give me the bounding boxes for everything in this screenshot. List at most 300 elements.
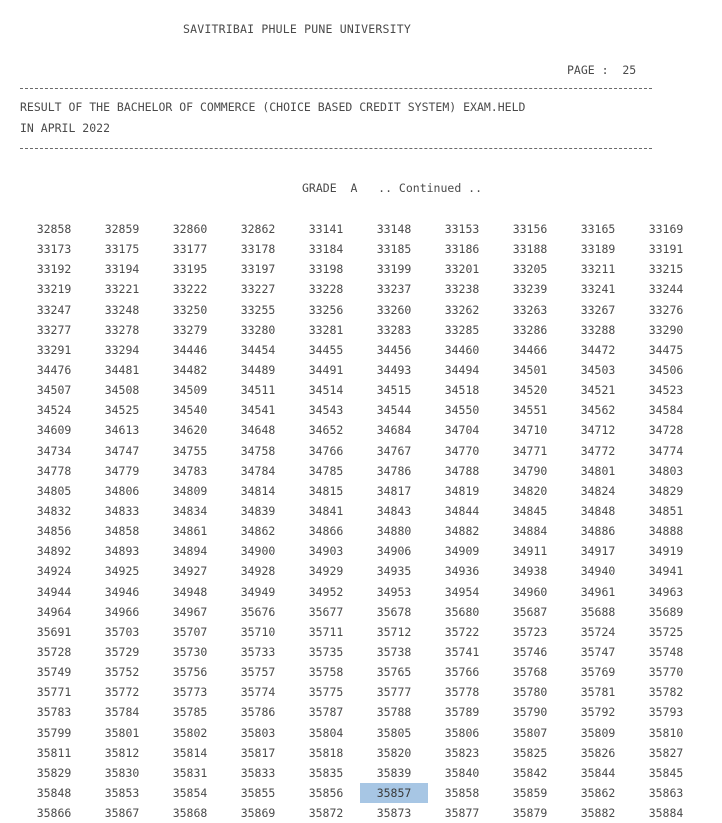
seat-number-cell[interactable]: 35801 (104, 725, 140, 740)
seat-number-cell[interactable]: 33219 (36, 282, 72, 297)
seat-number-cell[interactable]: 35703 (104, 624, 140, 639)
seat-number-cell[interactable]: 33239 (512, 282, 548, 297)
seat-number-cell[interactable]: 35817 (240, 745, 276, 760)
seat-number-cell[interactable]: 34684 (376, 423, 412, 438)
seat-number-cell[interactable]: 35855 (240, 785, 276, 800)
seat-number-cell[interactable]: 35735 (308, 644, 344, 659)
seat-number-cell[interactable]: 33177 (172, 242, 208, 257)
seat-number-cell[interactable]: 33189 (580, 242, 616, 257)
seat-number-cell[interactable]: 34820 (512, 483, 548, 498)
seat-number-cell[interactable]: 35839 (376, 765, 412, 780)
seat-number-cell[interactable]: 35802 (172, 725, 208, 740)
seat-number-cell[interactable]: 34844 (444, 503, 480, 518)
seat-number-cell[interactable]: 33148 (376, 222, 412, 236)
seat-number-cell[interactable]: 33280 (240, 322, 276, 337)
seat-number-cell[interactable]: 33279 (172, 322, 208, 337)
seat-number-cell[interactable]: 33178 (240, 242, 276, 257)
seat-number-cell[interactable]: 34772 (580, 443, 616, 458)
seat-number-cell[interactable]: 33262 (444, 302, 480, 317)
seat-number-cell[interactable]: 33278 (104, 322, 140, 337)
seat-number-cell[interactable]: 35845 (648, 765, 684, 780)
seat-number-cell[interactable]: 34523 (648, 383, 684, 398)
seat-number-cell[interactable]: 33156 (512, 222, 548, 236)
seat-number-cell[interactable]: 34903 (308, 544, 344, 559)
seat-number-cell[interactable]: 34906 (376, 544, 412, 559)
seat-number-cell[interactable]: 35770 (648, 665, 684, 680)
seat-number-cell[interactable]: 34710 (512, 423, 548, 438)
seat-number-cell[interactable]: 33205 (512, 262, 548, 277)
seat-number-cell[interactable]: 35810 (648, 725, 684, 740)
seat-number-cell[interactable]: 34843 (376, 503, 412, 518)
seat-number-cell[interactable]: 34515 (376, 383, 412, 398)
seat-number-cell[interactable]: 34758 (240, 443, 276, 458)
seat-number-cell[interactable]: 35811 (36, 745, 72, 760)
seat-number-cell[interactable]: 33276 (648, 302, 684, 317)
seat-number-cell[interactable]: 34584 (648, 403, 684, 418)
seat-number-cell[interactable]: 35748 (648, 644, 684, 659)
seat-number-cell[interactable]: 33198 (308, 262, 344, 277)
seat-number-cell[interactable]: 33221 (104, 282, 140, 297)
seat-number-cell[interactable]: 34964 (36, 604, 72, 619)
seat-number-cell[interactable]: 33195 (172, 262, 208, 277)
seat-number-cell[interactable]: 34503 (580, 362, 616, 377)
seat-number-cell[interactable]: 35749 (36, 665, 72, 680)
seat-number-cell[interactable]: 35789 (444, 705, 480, 720)
seat-number-cell[interactable]: 34747 (104, 443, 140, 458)
seat-number-cell[interactable]: 33169 (648, 222, 684, 236)
seat-number-cell[interactable]: 33260 (376, 302, 412, 317)
seat-number-cell[interactable]: 35781 (580, 685, 616, 700)
seat-number-cell[interactable]: 34543 (308, 403, 344, 418)
seat-number-cell[interactable]: 33248 (104, 302, 140, 317)
seat-number-cell[interactable]: 34460 (444, 342, 480, 357)
seat-number-cell[interactable]: 35766 (444, 665, 480, 680)
seat-number-cell[interactable]: 35712 (376, 624, 412, 639)
seat-number-cell[interactable]: 35854 (172, 785, 208, 800)
seat-number-cell[interactable]: 34704 (444, 423, 480, 438)
seat-number-cell[interactable]: 33250 (172, 302, 208, 317)
seat-number-cell[interactable]: 34755 (172, 443, 208, 458)
seat-number-cell[interactable]: 35771 (36, 685, 72, 700)
seat-number-cell[interactable]: 32860 (172, 222, 208, 236)
seat-number-cell[interactable]: 34562 (580, 403, 616, 418)
seat-number-cell[interactable]: 34489 (240, 362, 276, 377)
seat-number-cell[interactable]: 34728 (648, 423, 684, 438)
seat-number-cell[interactable]: 34938 (512, 564, 548, 579)
seat-number-cell[interactable]: 35707 (172, 624, 208, 639)
seat-number-cell[interactable]: 34886 (580, 524, 616, 539)
seat-number-cell[interactable]: 35784 (104, 705, 140, 720)
seat-number-cell[interactable]: 34785 (308, 463, 344, 478)
seat-number-cell[interactable]: 34454 (240, 342, 276, 357)
seat-number-cell[interactable]: 33141 (308, 222, 344, 236)
seat-number-cell[interactable]: 35741 (444, 644, 480, 659)
seat-number-cell[interactable]: 33191 (648, 242, 684, 257)
seat-number-cell[interactable]: 34481 (104, 362, 140, 377)
seat-number-cell[interactable]: 34788 (444, 463, 480, 478)
seat-number-cell[interactable]: 35772 (104, 685, 140, 700)
seat-number-cell[interactable]: 34525 (104, 403, 140, 418)
seat-number-cell[interactable]: 34911 (512, 544, 548, 559)
seat-number-cell[interactable]: 35867 (104, 806, 140, 821)
seat-number-cell[interactable]: 34518 (444, 383, 480, 398)
seat-number-cell[interactable]: 35830 (104, 765, 140, 780)
seat-number-cell[interactable]: 35711 (308, 624, 344, 639)
seat-number-cell[interactable]: 35785 (172, 705, 208, 720)
seat-number-cell[interactable]: 34507 (36, 383, 72, 398)
seat-number-cell[interactable]: 34805 (36, 483, 72, 498)
seat-number-cell[interactable]: 35775 (308, 685, 344, 700)
seat-number-cell[interactable]: 32858 (36, 222, 72, 236)
seat-number-cell[interactable]: 35786 (240, 705, 276, 720)
seat-number-cell[interactable]: 34767 (376, 443, 412, 458)
seat-number-cell[interactable]: 34771 (512, 443, 548, 458)
seat-number-cell[interactable]: 35812 (104, 745, 140, 760)
seat-number-cell[interactable]: 35792 (580, 705, 616, 720)
seat-number-cell[interactable]: 35774 (240, 685, 276, 700)
seat-number-cell[interactable]: 34917 (580, 544, 616, 559)
seat-number-cell[interactable]: 33201 (444, 262, 480, 277)
seat-number-cell[interactable]: 35688 (580, 604, 616, 619)
seat-number-cell[interactable]: 34919 (648, 544, 684, 559)
seat-number-cell[interactable]: 34900 (240, 544, 276, 559)
seat-number-cell[interactable]: 34882 (444, 524, 480, 539)
seat-number-cell[interactable]: 34524 (36, 403, 72, 418)
seat-number-cell[interactable]: 35724 (580, 624, 616, 639)
seat-number-cell[interactable]: 34848 (580, 503, 616, 518)
seat-number-cell[interactable]: 33294 (104, 342, 140, 357)
seat-number-cell[interactable]: 33153 (444, 222, 480, 236)
seat-number-cell[interactable]: 34858 (104, 524, 140, 539)
seat-number-cell[interactable]: 33186 (444, 242, 480, 257)
seat-number-cell[interactable]: 33285 (444, 322, 480, 337)
seat-number-cell[interactable]: 35756 (172, 665, 208, 680)
seat-number-cell[interactable]: 34909 (444, 544, 480, 559)
seat-number-cell[interactable]: 35710 (240, 624, 276, 639)
seat-number-cell[interactable]: 34551 (512, 403, 548, 418)
seat-number-cell[interactable]: 34509 (172, 383, 208, 398)
seat-number-cell[interactable]: 34817 (376, 483, 412, 498)
seat-number-cell[interactable]: 34521 (580, 383, 616, 398)
seat-number-cell[interactable]: 34491 (308, 362, 344, 377)
seat-number-cell[interactable]: 34514 (308, 383, 344, 398)
seat-number-cell[interactable]: 35804 (308, 725, 344, 740)
seat-number-cell[interactable]: 34806 (104, 483, 140, 498)
seat-number-cell-selected[interactable]: 35857 (360, 783, 428, 803)
seat-number-cell[interactable]: 35873 (376, 806, 412, 821)
seat-number-cell[interactable]: 35858 (444, 785, 480, 800)
seat-number-cell[interactable]: 34824 (580, 483, 616, 498)
seat-number-cell[interactable]: 34953 (376, 584, 412, 599)
seat-number-cell[interactable]: 35814 (172, 745, 208, 760)
seat-number-cell[interactable]: 34880 (376, 524, 412, 539)
seat-number-cell[interactable]: 35840 (444, 765, 480, 780)
seat-number-cell[interactable]: 33237 (376, 282, 412, 297)
seat-number-cell[interactable]: 34511 (240, 383, 276, 398)
seat-number-cell[interactable]: 34834 (172, 503, 208, 518)
seat-number-cell[interactable]: 34949 (240, 584, 276, 599)
seat-number-cell[interactable]: 34541 (240, 403, 276, 418)
seat-number-cell[interactable]: 35872 (308, 806, 344, 821)
seat-number-cell[interactable]: 33165 (580, 222, 616, 236)
seat-number-cell[interactable]: 35853 (104, 785, 140, 800)
seat-number-cell[interactable]: 34940 (580, 564, 616, 579)
seat-number-cell[interactable]: 35788 (376, 705, 412, 720)
seat-number-cell[interactable]: 33197 (240, 262, 276, 277)
seat-number-cell[interactable]: 34948 (172, 584, 208, 599)
seat-number-cell[interactable]: 35783 (36, 705, 72, 720)
seat-number-cell[interactable]: 34609 (36, 423, 72, 438)
seat-number-cell[interactable]: 35827 (648, 745, 684, 760)
seat-number-cell[interactable]: 34446 (172, 342, 208, 357)
seat-number-cell[interactable]: 33291 (36, 342, 72, 357)
seat-number-cell[interactable]: 34944 (36, 584, 72, 599)
seat-number-cell[interactable]: 34784 (240, 463, 276, 478)
seat-number-cell[interactable]: 34892 (36, 544, 72, 559)
seat-number-cell[interactable]: 34815 (308, 483, 344, 498)
seat-number-cell[interactable]: 33286 (512, 322, 548, 337)
seat-number-cell[interactable]: 33255 (240, 302, 276, 317)
seat-number-cell[interactable]: 35835 (308, 765, 344, 780)
seat-number-cell[interactable]: 35728 (36, 644, 72, 659)
seat-number-cell[interactable]: 33263 (512, 302, 548, 317)
seat-number-cell[interactable]: 34839 (240, 503, 276, 518)
seat-number-cell[interactable]: 34924 (36, 564, 72, 579)
seat-number-cell[interactable]: 35807 (512, 725, 548, 740)
seat-number-cell[interactable]: 34960 (512, 584, 548, 599)
seat-number-cell[interactable]: 35833 (240, 765, 276, 780)
seat-number-cell[interactable]: 35806 (444, 725, 480, 740)
seat-number-cell[interactable]: 34613 (104, 423, 140, 438)
seat-number-cell[interactable]: 34540 (172, 403, 208, 418)
seat-number-cell[interactable]: 35768 (512, 665, 548, 680)
seat-number-cell[interactable]: 34476 (36, 362, 72, 377)
seat-number-cell[interactable]: 33244 (648, 282, 684, 297)
seat-number-cell[interactable]: 33185 (376, 242, 412, 257)
seat-number-cell[interactable]: 34967 (172, 604, 208, 619)
seat-number-cell[interactable]: 34712 (580, 423, 616, 438)
seat-number-cell[interactable]: 34829 (648, 483, 684, 498)
seat-number-cell[interactable]: 34494 (444, 362, 480, 377)
seat-number-cell[interactable]: 34935 (376, 564, 412, 579)
seat-number-cell[interactable]: 34778 (36, 463, 72, 478)
seat-number-cell[interactable]: 35862 (580, 785, 616, 800)
seat-number-cell[interactable]: 34893 (104, 544, 140, 559)
seat-number-cell[interactable]: 34862 (240, 524, 276, 539)
seat-number-cell[interactable]: 34833 (104, 503, 140, 518)
seat-number-cell[interactable]: 34961 (580, 584, 616, 599)
seat-number-cell[interactable]: 35825 (512, 745, 548, 760)
seat-number-cell[interactable]: 35866 (36, 806, 72, 821)
seat-number-cell[interactable]: 34936 (444, 564, 480, 579)
seat-number-cell[interactable]: 33238 (444, 282, 480, 297)
seat-number-cell[interactable]: 32862 (240, 222, 276, 236)
seat-number-cell[interactable]: 34925 (104, 564, 140, 579)
seat-number-cell[interactable]: 34520 (512, 383, 548, 398)
seat-number-cell[interactable]: 34648 (240, 423, 276, 438)
seat-number-cell[interactable]: 35738 (376, 644, 412, 659)
seat-number-cell[interactable]: 35848 (36, 785, 72, 800)
seat-number-cell[interactable]: 35678 (376, 604, 412, 619)
seat-number-cell[interactable]: 35879 (512, 806, 548, 821)
seat-number-cell[interactable]: 34783 (172, 463, 208, 478)
seat-number-cell[interactable]: 35752 (104, 665, 140, 680)
seat-number-cell[interactable]: 35882 (580, 806, 616, 821)
seat-number-cell[interactable]: 35729 (104, 644, 140, 659)
seat-number-cell[interactable]: 35782 (648, 685, 684, 700)
seat-number-cell[interactable]: 35787 (308, 705, 344, 720)
seat-number-cell[interactable]: 34786 (376, 463, 412, 478)
seat-number-cell[interactable]: 34493 (376, 362, 412, 377)
seat-number-cell[interactable]: 35884 (648, 806, 684, 821)
seat-number-cell[interactable]: 35856 (308, 785, 344, 800)
seat-number-cell[interactable]: 34508 (104, 383, 140, 398)
seat-number-cell[interactable]: 34894 (172, 544, 208, 559)
seat-number-cell[interactable]: 35868 (172, 806, 208, 821)
seat-number-cell[interactable]: 35689 (648, 604, 684, 619)
seat-number-cell[interactable]: 34734 (36, 443, 72, 458)
seat-number-cell[interactable]: 35676 (240, 604, 276, 619)
seat-number-cell[interactable]: 33283 (376, 322, 412, 337)
seat-number-cell[interactable]: 35826 (580, 745, 616, 760)
seat-number-cell[interactable]: 35818 (308, 745, 344, 760)
seat-number-cell[interactable]: 34544 (376, 403, 412, 418)
seat-number-cell[interactable]: 35809 (580, 725, 616, 740)
seat-number-cell[interactable]: 35765 (376, 665, 412, 680)
seat-number-cell[interactable]: 34475 (648, 342, 684, 357)
seat-number-cell[interactable]: 34809 (172, 483, 208, 498)
seat-number-cell[interactable]: 33222 (172, 282, 208, 297)
seat-number-cell[interactable]: 33211 (580, 262, 616, 277)
seat-number-cell[interactable]: 34927 (172, 564, 208, 579)
seat-number-cell[interactable]: 35773 (172, 685, 208, 700)
seat-number-cell[interactable]: 33288 (580, 322, 616, 337)
seat-number-cell[interactable]: 35757 (240, 665, 276, 680)
seat-number-cell[interactable]: 34941 (648, 564, 684, 579)
seat-number-cell[interactable]: 35823 (444, 745, 480, 760)
seat-number-cell[interactable]: 35790 (512, 705, 548, 720)
seat-number-cell[interactable]: 34888 (648, 524, 684, 539)
seat-number-cell[interactable]: 35677 (308, 604, 344, 619)
seat-number-cell[interactable]: 34455 (308, 342, 344, 357)
seat-number-cell[interactable]: 35769 (580, 665, 616, 680)
seat-number-cell[interactable]: 34966 (104, 604, 140, 619)
seat-number-cell[interactable]: 35777 (376, 685, 412, 700)
seat-number-cell[interactable]: 34928 (240, 564, 276, 579)
seat-number-cell[interactable]: 34801 (580, 463, 616, 478)
seat-number-cell[interactable]: 34803 (648, 463, 684, 478)
seat-number-cell[interactable]: 33188 (512, 242, 548, 257)
seat-number-cell[interactable]: 33267 (580, 302, 616, 317)
seat-number-cell[interactable]: 34620 (172, 423, 208, 438)
seat-number-cell[interactable]: 34819 (444, 483, 480, 498)
seat-number-cell[interactable]: 35778 (444, 685, 480, 700)
seat-number-cell[interactable]: 34790 (512, 463, 548, 478)
seat-number-cell[interactable]: 33199 (376, 262, 412, 277)
seat-number-cell[interactable]: 35799 (36, 725, 72, 740)
seat-number-cell[interactable]: 34774 (648, 443, 684, 458)
seat-number-cell[interactable]: 32859 (104, 222, 140, 236)
seat-number-cell[interactable]: 34841 (308, 503, 344, 518)
seat-number-cell[interactable]: 35725 (648, 624, 684, 639)
seat-number-cell[interactable]: 35723 (512, 624, 548, 639)
seat-number-cell[interactable]: 35746 (512, 644, 548, 659)
seat-number-cell[interactable]: 33227 (240, 282, 276, 297)
seat-number-cell[interactable]: 35844 (580, 765, 616, 780)
seat-number-cell[interactable]: 34766 (308, 443, 344, 458)
seat-number-cell[interactable]: 34856 (36, 524, 72, 539)
seat-number-cell[interactable]: 35829 (36, 765, 72, 780)
seat-number-cell[interactable]: 34851 (648, 503, 684, 518)
seat-number-cell[interactable]: 34954 (444, 584, 480, 599)
seat-number-cell[interactable]: 34466 (512, 342, 548, 357)
seat-number-cell[interactable]: 34779 (104, 463, 140, 478)
seat-number-cell[interactable]: 35877 (444, 806, 480, 821)
seat-number-cell[interactable]: 34884 (512, 524, 548, 539)
seat-number-cell[interactable]: 35691 (36, 624, 72, 639)
seat-number-cell[interactable]: 33175 (104, 242, 140, 257)
seat-number-cell[interactable]: 35863 (648, 785, 684, 800)
seat-number-cell[interactable]: 34952 (308, 584, 344, 599)
seat-number-cell[interactable]: 33247 (36, 302, 72, 317)
seat-number-cell[interactable]: 35680 (444, 604, 480, 619)
seat-number-cell[interactable]: 34946 (104, 584, 140, 599)
seat-number-cell[interactable]: 35859 (512, 785, 548, 800)
seat-number-cell[interactable]: 35803 (240, 725, 276, 740)
seat-number-cell[interactable]: 35780 (512, 685, 548, 700)
seat-number-cell[interactable]: 33290 (648, 322, 684, 337)
seat-number-cell[interactable]: 35747 (580, 644, 616, 659)
seat-number-cell[interactable]: 34652 (308, 423, 344, 438)
seat-number-cell[interactable]: 34832 (36, 503, 72, 518)
seat-number-cell[interactable]: 34861 (172, 524, 208, 539)
seat-number-cell[interactable]: 35805 (376, 725, 412, 740)
seat-number-cell[interactable]: 34472 (580, 342, 616, 357)
seat-number-cell[interactable]: 34929 (308, 564, 344, 579)
seat-number-cell[interactable]: 34482 (172, 362, 208, 377)
seat-number-cell[interactable]: 35831 (172, 765, 208, 780)
seat-number-cell[interactable]: 33215 (648, 262, 684, 277)
seat-number-cell[interactable]: 35820 (376, 745, 412, 760)
seat-number-cell[interactable]: 35722 (444, 624, 480, 639)
seat-number-cell[interactable]: 34501 (512, 362, 548, 377)
seat-number-cell[interactable]: 34550 (444, 403, 480, 418)
seat-number-cell[interactable]: 35733 (240, 644, 276, 659)
seat-number-cell[interactable]: 34845 (512, 503, 548, 518)
seat-number-cell[interactable]: 33228 (308, 282, 344, 297)
seat-number-cell[interactable]: 34814 (240, 483, 276, 498)
seat-number-cell[interactable]: 33277 (36, 322, 72, 337)
seat-number-cell[interactable]: 33281 (308, 322, 344, 337)
seat-number-cell[interactable]: 34770 (444, 443, 480, 458)
seat-number-cell[interactable]: 35869 (240, 806, 276, 821)
seat-number-cell[interactable]: 34866 (308, 524, 344, 539)
seat-number-cell[interactable]: 35758 (308, 665, 344, 680)
seat-number-cell[interactable]: 35842 (512, 765, 548, 780)
seat-number-cell[interactable]: 35687 (512, 604, 548, 619)
seat-number-cell[interactable]: 33241 (580, 282, 616, 297)
seat-number-cell[interactable]: 34506 (648, 362, 684, 377)
seat-number-cell[interactable]: 33192 (36, 262, 72, 277)
seat-number-cell[interactable]: 35793 (648, 705, 684, 720)
seat-number-cell[interactable]: 33194 (104, 262, 140, 277)
seat-number-cell[interactable]: 34456 (376, 342, 412, 357)
seat-number-cell[interactable]: 33256 (308, 302, 344, 317)
seat-number-cell[interactable]: 33184 (308, 242, 344, 257)
seat-number-cell[interactable]: 33173 (36, 242, 72, 257)
seat-number-cell[interactable]: 34963 (648, 584, 684, 599)
seat-number-cell[interactable]: 35730 (172, 644, 208, 659)
